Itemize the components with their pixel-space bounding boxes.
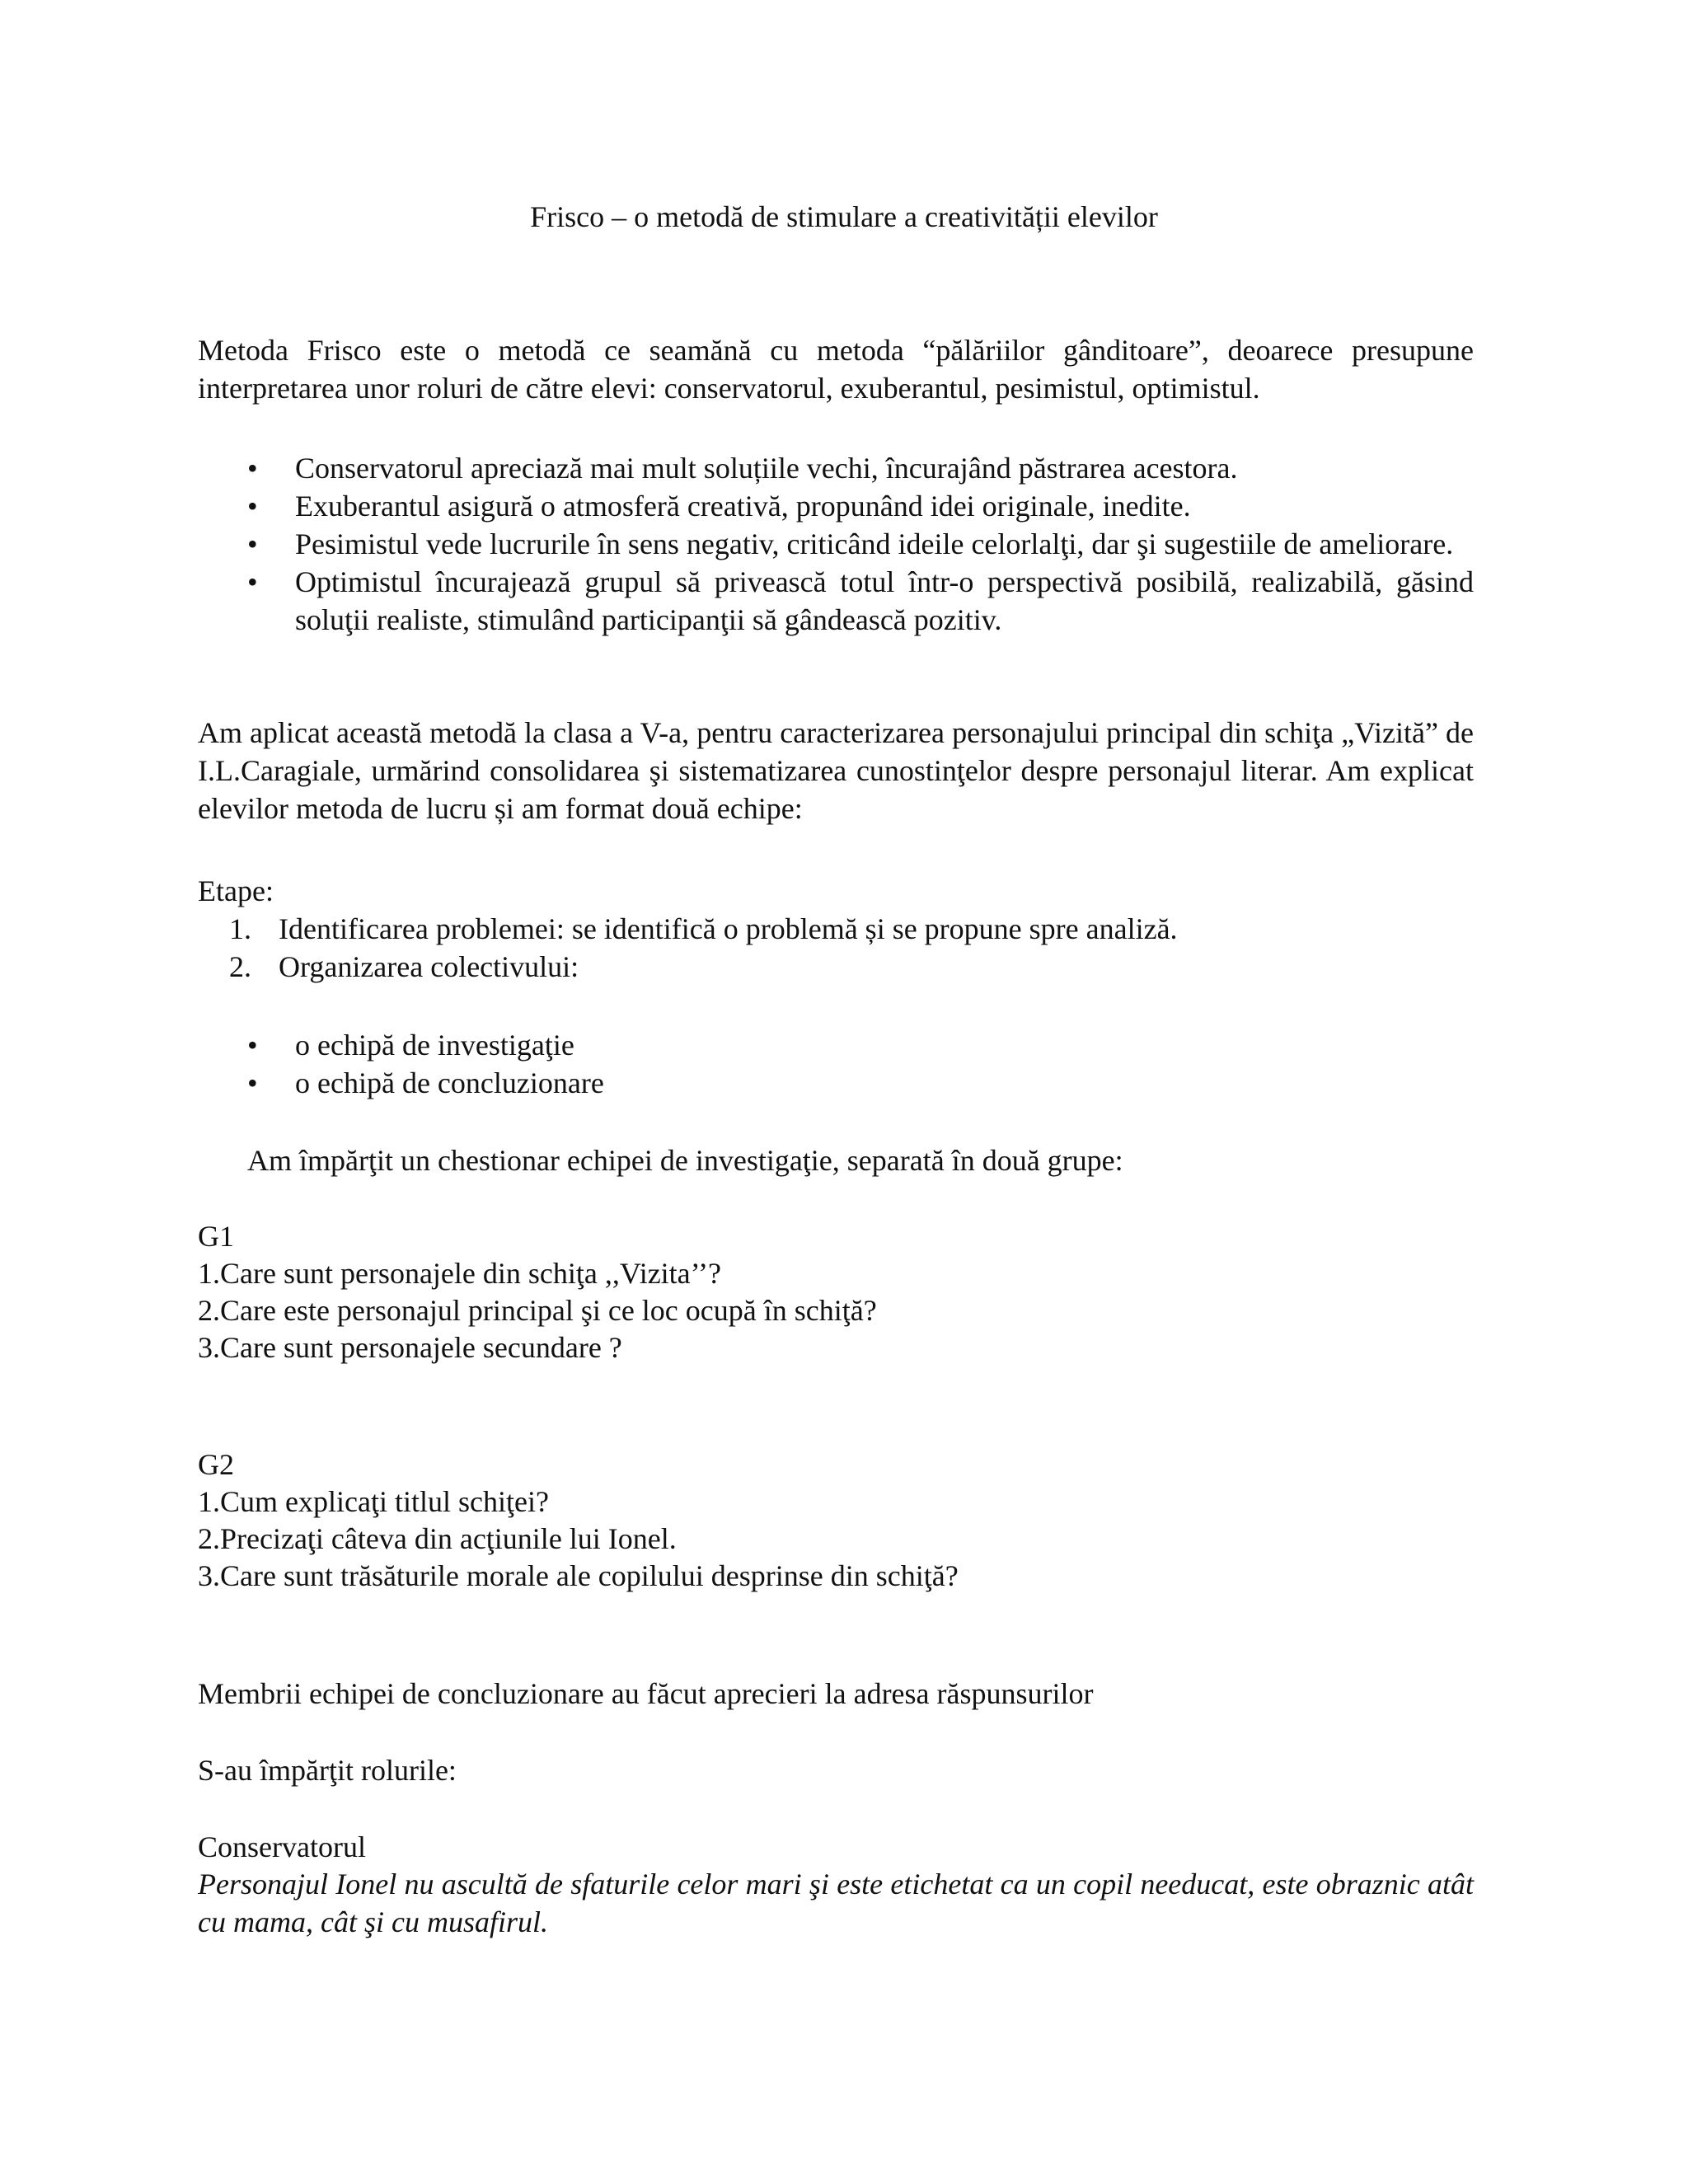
group1-question: 2.Care este personajul principal şi ce loc ocupă în schiţă? <box>198 1294 877 1327</box>
step-number: 2. <box>229 950 251 983</box>
role-pessimist-text: Pesimistul vede lucrurile în sens negativ, criticând ideile celorlalţi, dar şi sugestiile de ameliorare. <box>295 527 1454 560</box>
group1-question: 1.Care sunt personajele din schiţa ,,Vizita’’? <box>198 1257 721 1290</box>
steps-label: Etape: <box>198 874 274 907</box>
group2-question: 2.Precizaţi câteva din acţiunile lui Ionel. <box>198 1522 677 1555</box>
bullet-icon: • <box>247 1066 258 1099</box>
questionnaire-line: Am împărţit un chestionar echipei de investigaţie, separată în două grupe: <box>247 1144 1123 1177</box>
bullet-icon: • <box>247 490 258 523</box>
bullet-icon: • <box>247 565 258 598</box>
bullet-icon: • <box>247 1029 258 1062</box>
list-item <box>198 487 1474 525</box>
step-text: Organizarea colectivului: <box>279 950 579 983</box>
step-number: 1. <box>229 912 251 945</box>
group2-question: 1.Cum explicaţi titlul schiţei? <box>198 1485 549 1518</box>
conservator-text: Personajul Ionel nu ascultă de sfaturile celor mari şi este etichetat ca un copil needucat, este obraznic atât cu mama, cât şi cu musafirul. <box>198 1868 1474 1938</box>
intro-paragraph: Metoda Frisco este o metodă ce seamănă cu metoda “pălăriilor gânditoare”, deoarece presupune interpretarea unor roluri de către elevi: conservatorul, exuberantul, pesimistul, optimistul. <box>198 334 1474 405</box>
list-item <box>198 1026 1474 1064</box>
role-optimist-text: Optimistul încurajează grupul să privească totul într-o perspectivă posibilă, realizabilă, găsind soluţii realiste, stimulând participanţii să gândească pozitiv. <box>295 565 1474 636</box>
group1-question: 3.Care sunt personajele secundare ? <box>198 1331 622 1364</box>
list-item <box>198 449 1474 487</box>
group2-question: 3.Care sunt trăsăturile morale ale copilului desprinse din schiţă? <box>198 1559 959 1592</box>
group1-label: G1 <box>198 1220 234 1253</box>
bullet-icon: • <box>247 452 258 485</box>
list-item <box>198 910 1474 948</box>
step-text: Identificarea problemei: se identifică o problemă și se propune spre analiză. <box>279 912 1178 945</box>
team-investigation-text: o echipă de investigaţie <box>295 1029 574 1062</box>
bullet-icon: • <box>247 527 258 560</box>
teams-list <box>198 1026 1474 1102</box>
conclusion-team-line: Membrii echipei de concluzionare au făcut aprecieri la adresa răspunsurilor <box>198 1677 1094 1710</box>
application-paragraph: Am aplicat această metodă la clasa a V-a, pentru caracterizarea personajului principal din schiţa „Vizită” de I.L.Caragiale, urmărind consolidarea şi sistematizarea cunostinţelor despre personajul literar. Am explicat elevilor metoda de lucru și am format două echipe: <box>198 716 1474 825</box>
conservator-label: Conservatorul <box>198 1830 366 1863</box>
team-conclusion-text: o echipă de concluzionare <box>295 1066 604 1099</box>
roles-list <box>198 449 1474 639</box>
roles-assigned-line: S-au împărţit rolurile: <box>198 1754 457 1787</box>
steps-list <box>198 910 1474 986</box>
list-item <box>198 563 1474 639</box>
group2-label: G2 <box>198 1448 234 1481</box>
document-title: Frisco – o metodă de stimulare a creativității elevilor <box>530 200 1158 233</box>
role-conservator-text: Conservatorul apreciază mai mult soluțiile vechi, încurajând păstrarea acestora. <box>295 452 1238 485</box>
list-item <box>198 948 1474 986</box>
list-item <box>198 1064 1474 1102</box>
list-item <box>198 525 1474 563</box>
role-exuberant-text: Exuberantul asigură o atmosferă creativă, propunând idei originale, inedite. <box>295 490 1191 523</box>
